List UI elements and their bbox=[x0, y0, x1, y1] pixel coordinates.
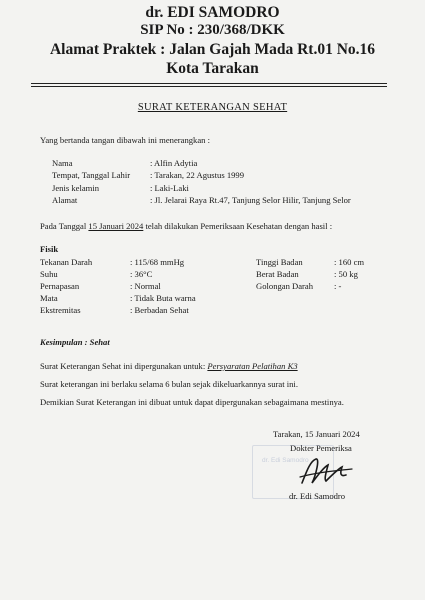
signoff-role: Dokter Pemeriksa bbox=[290, 443, 352, 453]
fisik-heading: Fisik bbox=[40, 244, 59, 254]
usage-prefix: Surat Keterangan Sehat ini dipergunakan untuk: bbox=[40, 361, 206, 371]
fisik-value-eyes: : Tidak Buta warna bbox=[130, 293, 196, 303]
exam-suffix: telah dilakukan Pemeriksaan Kesehatan dengan hasil : bbox=[145, 221, 333, 231]
validity-text: Surat keterangan ini berlaku selama 6 bulan sejak dikeluarkannya surat ini. bbox=[40, 379, 298, 389]
fisik-value-extremities: : Berbadan Sehat bbox=[130, 305, 189, 315]
header-rule-bottom bbox=[31, 86, 387, 87]
fisik-value-temperature: : 36°C bbox=[130, 269, 153, 279]
identity-value-name: : Alfin Adytia bbox=[150, 158, 198, 168]
conclusion: Kesimpulan : Sehat bbox=[40, 337, 110, 347]
fisik-value-weight: : 50 kg bbox=[334, 269, 358, 279]
identity-label-birth: Tempat, Tanggal Lahir bbox=[52, 170, 131, 180]
identity-value-gender: : Laki-Laki bbox=[150, 183, 189, 193]
header-rule-top bbox=[31, 83, 387, 84]
identity-label-address: Alamat bbox=[52, 195, 78, 205]
identity-value-address: : Jl. Jelarai Raya Rt.47, Tanjung Selor Hilir, Tanjung Selor bbox=[150, 195, 351, 205]
fisik-label-breathing: Pernapasan bbox=[40, 281, 80, 291]
fisik-value-blood-pressure: : 115/68 mmHg bbox=[130, 257, 185, 267]
fisik-label-blood-pressure: Tekanan Darah bbox=[40, 257, 93, 267]
stamp-text: dr. Edi Samodro bbox=[262, 457, 309, 464]
identity-value-birth: : Tarakan, 22 Agustus 1999 bbox=[150, 170, 245, 180]
intro-text: Yang bertanda tangan dibawah ini menerangkan : bbox=[40, 135, 210, 145]
fisik-value-height: : 160 cm bbox=[334, 257, 365, 267]
fisik-label-temperature: Suhu bbox=[40, 269, 58, 279]
practice-city: Kota Tarakan bbox=[166, 60, 259, 77]
fisik-value-blood-type: : - bbox=[334, 281, 342, 291]
fisik-label-blood-type: Golongan Darah bbox=[256, 281, 314, 291]
identity-label-gender: Jenis kelamin bbox=[52, 183, 100, 193]
exam-line bbox=[40, 222, 332, 231]
fisik-label-height: Tinggi Badan bbox=[256, 257, 303, 267]
practice-address: Alamat Praktek : Jalan Gajah Mada Rt.01 No.16 bbox=[49, 41, 376, 58]
usage-purpose: Persyaratan Pelatihan K3 bbox=[207, 361, 298, 371]
signoff-name: dr. Edi Samodro bbox=[289, 491, 346, 501]
doctor-signature bbox=[296, 453, 356, 493]
sip-number: SIP No : 230/368/DKK bbox=[140, 22, 285, 38]
exam-date: 15 Januari 2024 bbox=[88, 221, 144, 231]
document-title: SURAT KETERANGAN SEHAT bbox=[137, 102, 288, 113]
usage-line bbox=[40, 362, 298, 371]
exam-prefix: Pada Tanggal bbox=[40, 221, 87, 231]
closing-text: Demikian Surat Keterangan ini dibuat untuk dapat dipergunakan sebagaimana mestinya. bbox=[40, 397, 344, 407]
fisik-label-eyes: Mata bbox=[40, 293, 58, 303]
identity-label-name: Nama bbox=[52, 158, 73, 168]
signoff-place-date: Tarakan, 15 Januari 2024 bbox=[273, 429, 360, 439]
fisik-label-weight: Berat Badan bbox=[256, 269, 299, 279]
doctor-name-heading: dr. EDI SAMODRO bbox=[145, 4, 280, 21]
fisik-value-breathing: : Normal bbox=[130, 281, 161, 291]
fisik-label-extremities: Ekstremitas bbox=[40, 305, 81, 315]
